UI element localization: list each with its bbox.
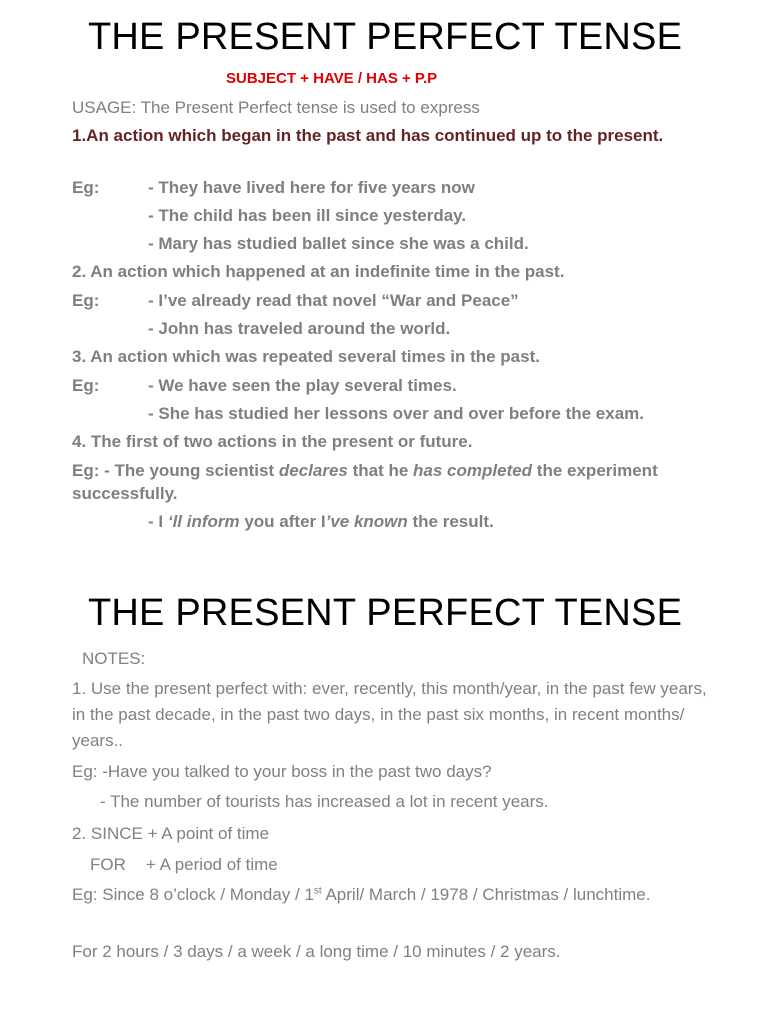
p3-example-1-text: - We have seen the play several times. xyxy=(148,376,457,395)
note-2-since: 2. SINCE + A point of time xyxy=(72,824,270,843)
formula: SUBJECT + HAVE / HAS + P.P xyxy=(226,70,438,87)
ordinal-sup: st xyxy=(313,885,322,897)
p4-ex1-part: that he xyxy=(347,461,414,480)
section1-title: THE PRESENT PERFECT TENSE xyxy=(88,16,683,58)
note-2-example xyxy=(72,882,722,908)
note-2-for xyxy=(90,852,750,878)
p1-example-2: - The child has been ill since yesterday. xyxy=(148,206,467,225)
point-3: 3. An action which was repeated several times in the past. xyxy=(72,347,540,366)
p4-ex2-italic-ve-known: ’ve known xyxy=(325,512,408,531)
usage-line xyxy=(72,96,732,119)
eg-label: Eg: xyxy=(72,291,100,310)
note-2-example-part: April/ March / 1978 / Christmas / lunchtime. xyxy=(321,885,651,904)
p2-example-1-text: - I’ve already read that novel “War and Peace” xyxy=(148,291,519,310)
p2-example-2: - John has traveled around the world. xyxy=(148,319,451,338)
usage-text: The Present Perfect tense is used to express xyxy=(140,98,480,117)
eg-label: Eg: xyxy=(72,376,100,395)
eg-label: Eg: xyxy=(72,178,100,197)
section2-title: THE PRESENT PERFECT TENSE xyxy=(88,592,683,634)
point-2: 2. An action which happened at an indefinite time in the past. xyxy=(72,262,565,281)
note-2-example-part: Eg: Since 8 o’clock / Monday / 1 xyxy=(72,885,314,904)
p4-ex1-part: Eg: - The young scientist xyxy=(72,461,279,480)
p1-example-1-text: - They have lived here for five years now xyxy=(148,178,475,197)
p4-ex2-part: - I xyxy=(148,512,168,531)
p4-ex2-part: you after I xyxy=(239,512,326,531)
p1-example-1 xyxy=(72,176,732,199)
note-1-example-1: Eg: -Have you talked to your boss in the past two days? xyxy=(72,762,492,781)
p3-example-2: - She has studied her lessons over and over before the exam. xyxy=(148,404,644,423)
notes-label: NOTES: xyxy=(82,649,146,668)
p2-example-1 xyxy=(72,289,732,312)
p4-ex2-part: the result. xyxy=(407,512,494,531)
p4-ex1-italic-has-completed: has completed xyxy=(413,461,533,480)
note-2-for-example: For 2 hours / 3 days / a week / a long time / 10 minutes / 2 years. xyxy=(72,942,561,961)
note-1-example-2: - The number of tourists has increased a lot in recent years. xyxy=(100,792,549,811)
p4-ex1-italic-declares: declares xyxy=(278,461,348,480)
note-1: 1. Use the present perfect with: ever, recently, this month/year, in the past few years, in the past decade, in the past two days, in the past six months, in recent months/ years.. xyxy=(72,679,707,750)
for-label: FOR xyxy=(90,855,126,874)
p4-ex2-italic-ll-inform: ‘ll inform xyxy=(167,512,240,531)
p3-example-1 xyxy=(72,374,732,397)
p4-example-1 xyxy=(72,459,722,505)
point-4: 4. The first of two actions in the present or future. xyxy=(72,432,473,451)
usage-label: USAGE: xyxy=(72,98,141,117)
point-1: 1.An action which began in the past and has continued up to the present. xyxy=(72,126,664,145)
for-text: + A period of time xyxy=(145,855,278,874)
p4-ex1-part: the experiment successfully. xyxy=(72,461,658,503)
p4-example-2 xyxy=(72,510,768,533)
p1-example-3: - Mary has studied ballet since she was a child. xyxy=(148,234,529,253)
